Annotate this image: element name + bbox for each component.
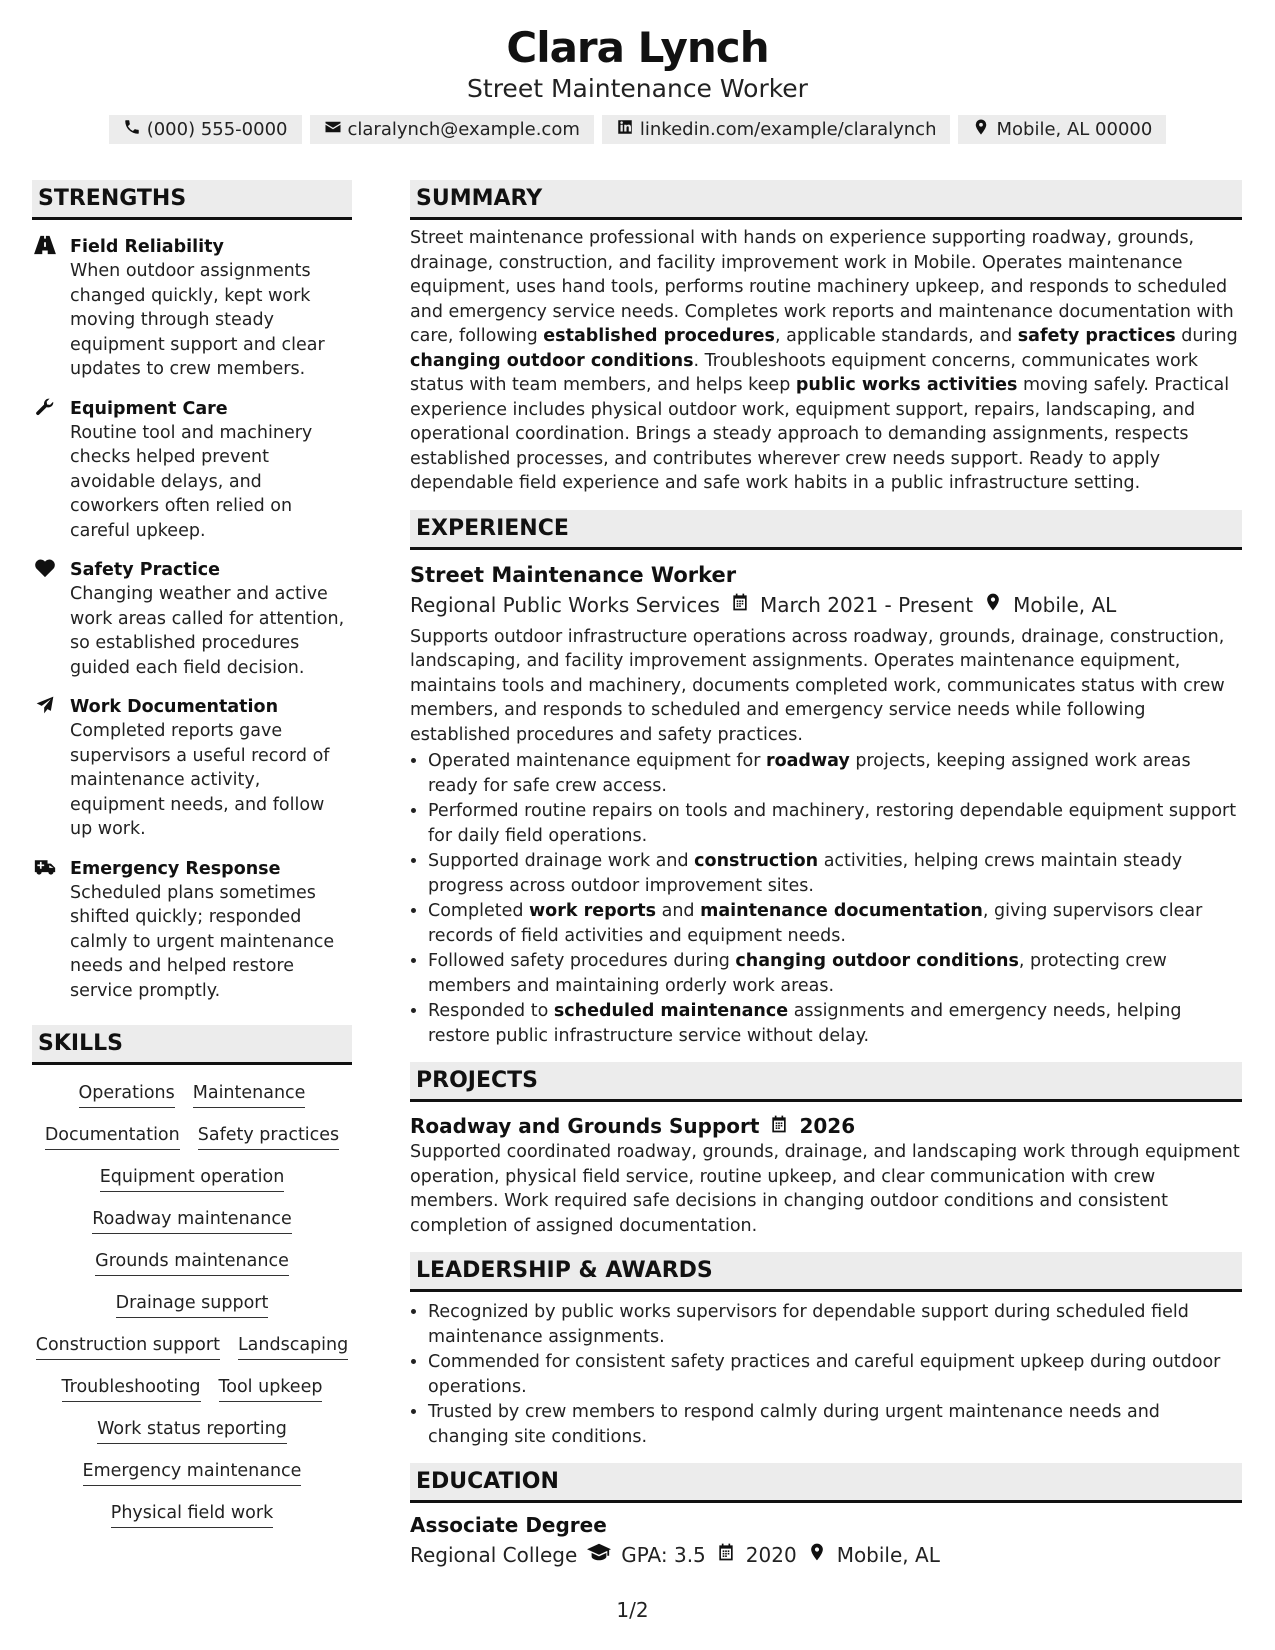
contact-location-text: Mobile, AL 00000 <box>996 119 1153 140</box>
skill-tag: Drainage support <box>116 1292 269 1318</box>
envelope-icon <box>324 118 342 141</box>
strength-desc: Completed reports gave supervisors a useful record of maintenance activity, equipment needs, and follow up work. <box>70 721 330 839</box>
map-pin-icon <box>972 118 990 141</box>
strengths-heading: STRENGTHS <box>32 180 352 220</box>
skill-tag: Roadway maintenance <box>92 1208 292 1234</box>
job-meta <box>410 589 1242 621</box>
job-title: Street Maintenance Worker <box>410 562 737 587</box>
strength-title: Field Reliability <box>70 237 224 257</box>
list-item: • Followed safety procedures during changing outdoor conditions, protecting crew members and maintaining orderly work areas. <box>428 949 1242 998</box>
contact-phone[interactable] <box>109 115 302 144</box>
contact-phone-text: (000) 555-0000 <box>146 119 288 140</box>
education-heading: EDUCATION <box>410 1463 1242 1503</box>
list-item: • Supported drainage work and construction activities, helping crews maintain steady progress across outdoor improvement sites. <box>428 849 1242 898</box>
experience-heading: EXPERIENCE <box>410 510 1242 550</box>
strength-title: Equipment Care <box>70 398 228 419</box>
list-item: • Operated maintenance equipment for roadway projects, keeping assigned work areas ready for safe crew access. <box>428 749 1242 798</box>
skill-tag: Documentation <box>45 1124 180 1150</box>
project-description: Supported coordinated roadway, grounds, drainage, and landscaping work through equipment operation, physical field service, routine upkeep, and clear communication with crew members. Work required safe decisions in changing outdoor conditions and consistent completion of assigned documentation. <box>410 1142 1240 1236</box>
education-meta <box>410 1539 1242 1571</box>
calendar-icon <box>716 1539 736 1571</box>
school-name: Regional College <box>410 1543 578 1567</box>
summary-text: Street maintenance professional with hands on experience supporting roadway, grounds, drainage, construction, and facility improvement work in Mobile. Operates maintenance equipment, uses hand tools, performs routine machinery upkeep, and responds to scheduled and emergency service needs. Completes work reports and maintenance documentation with care, following established procedures, applicable standards, and safety practices during changing outdoor conditions. Troubleshoots equipment concerns, communicates work status with team members, and helps keep public works activities moving safely. Practical experience includes physical outdoor work, equipment support, repairs, landscaping, and operational coordination. Brings a steady approach to demanding assignments, respects established processes, and contributes wherever crew needs support. Ready to apply dependable field experience and safe work habits in a public infrastructure setting. <box>410 228 1238 493</box>
road-icon <box>34 235 58 257</box>
list-item: • Recognized by public works supervisors for dependable support during scheduled field maintenance assignments. <box>428 1300 1242 1349</box>
skill-tag: Construction support <box>36 1334 220 1360</box>
page-number: 1/2 <box>616 1598 649 1622</box>
skill-tag: Emergency maintenance <box>83 1460 302 1486</box>
project-title: Roadway and Grounds Support <box>410 1114 760 1138</box>
list-item: • Trusted by crew members to respond calmly during urgent maintenance needs and changing site conditions. <box>428 1400 1242 1449</box>
skills-list <box>32 1065 352 1528</box>
job-bullets <box>410 749 1242 1048</box>
skill-tag: Physical field work <box>111 1502 273 1528</box>
right-column <box>410 180 1242 1575</box>
paper-plane-icon <box>34 695 58 717</box>
skill-tag: Equipment operation <box>100 1166 285 1192</box>
calendar-icon <box>769 1114 789 1138</box>
strength-item <box>32 558 352 680</box>
list-item: • Commended for consistent safety practices and careful equipment upkeep during outdoor operations. <box>428 1350 1242 1399</box>
job-dates: March 2021 - Present <box>759 592 974 617</box>
graduation-cap-icon <box>587 1539 611 1571</box>
degree-title: Associate Degree <box>410 1513 607 1537</box>
strength-desc: Scheduled plans sometimes shifted quickly; responded calmly to urgent maintenance needs and helped restore service promptly. <box>70 882 335 1001</box>
skill-tag: Safety practices <box>198 1124 339 1150</box>
phone-icon <box>123 118 141 141</box>
summary-heading: SUMMARY <box>410 180 1242 220</box>
strength-item <box>32 857 352 1004</box>
leadership-list <box>410 1300 1242 1449</box>
skill-tag: Troubleshooting <box>62 1376 201 1402</box>
list-item: • Performed routine repairs on tools and machinery, restoring dependable equipment support for daily field operations. <box>428 799 1242 848</box>
gpa: GPA: 3.5 <box>621 1543 706 1567</box>
strength-desc: Changing weather and active work areas called for attention, so established procedures guided each field decision. <box>70 584 345 678</box>
linkedin-icon <box>616 118 634 141</box>
job-company: Regional Public Works Services <box>410 592 720 617</box>
strength-title: Safety Practice <box>70 560 221 580</box>
strength-item <box>32 695 352 842</box>
list-item: • Responded to scheduled maintenance assignments and emergency needs, helping restore public infrastructure service without delay. <box>428 999 1242 1048</box>
strength-title: Emergency Response <box>70 858 281 879</box>
contact-bar <box>0 115 1275 144</box>
skills-heading: SKILLS <box>32 1025 352 1065</box>
strength-title: Work Documentation <box>70 697 279 717</box>
map-pin-icon <box>807 1539 827 1571</box>
strength-desc: Routine tool and machinery checks helped prevent avoidable delays, and coworkers often relied on careful upkeep. <box>70 422 313 541</box>
contact-linkedin[interactable] <box>602 115 951 144</box>
skill-tag: Tool upkeep <box>219 1376 323 1402</box>
graduation-year: 2020 <box>745 1543 797 1567</box>
candidate-title: Street Maintenance Worker <box>467 74 808 103</box>
project-year: 2026 <box>799 1114 856 1138</box>
calendar-icon <box>730 589 750 621</box>
contact-linkedin-text: linkedin.com/example/claralynch <box>639 119 937 140</box>
strength-item <box>32 397 352 544</box>
job-location: Mobile, AL <box>1013 592 1117 617</box>
skill-tag: Grounds maintenance <box>95 1250 289 1276</box>
projects-heading: PROJECTS <box>410 1062 1242 1102</box>
heart-icon <box>34 558 58 580</box>
wrench-icon <box>34 397 58 419</box>
map-pin-icon <box>983 589 1003 621</box>
strength-desc: When outdoor assignments changed quickly, kept work moving through steady equipment support and clear updates to crew members. <box>70 261 325 379</box>
list-item: • Completed work reports and maintenance documentation, giving supervisors clear records of field activities and equipment needs. <box>428 899 1242 948</box>
skill-tag: Landscaping <box>238 1334 348 1360</box>
contact-email-text: claralynch@example.com <box>347 119 580 140</box>
ambulance-icon <box>34 857 58 879</box>
education-location: Mobile, AL <box>836 1543 940 1567</box>
strength-item <box>32 235 352 382</box>
skill-tag: Work status reporting <box>97 1418 287 1444</box>
left-column <box>32 180 352 1528</box>
contact-location <box>958 115 1166 144</box>
job-description: Supports outdoor infrastructure operations across roadway, grounds, drainage, construction, landscaping, and facility improvement assignments. Operates maintenance equipment, maintains tools and machinery, documents completed work, communicates status with crew members, and responds to scheduled and emergency service needs while following established procedures and safety practices. <box>410 626 1225 745</box>
candidate-name: Clara Lynch <box>506 23 769 72</box>
contact-email[interactable] <box>310 115 594 144</box>
resume-header <box>0 22 1275 144</box>
leadership-heading: LEADERSHIP & AWARDS <box>410 1252 1242 1292</box>
skill-tag: Maintenance <box>193 1082 306 1108</box>
skill-tag: Operations <box>79 1082 175 1108</box>
project-header <box>410 1112 1242 1140</box>
